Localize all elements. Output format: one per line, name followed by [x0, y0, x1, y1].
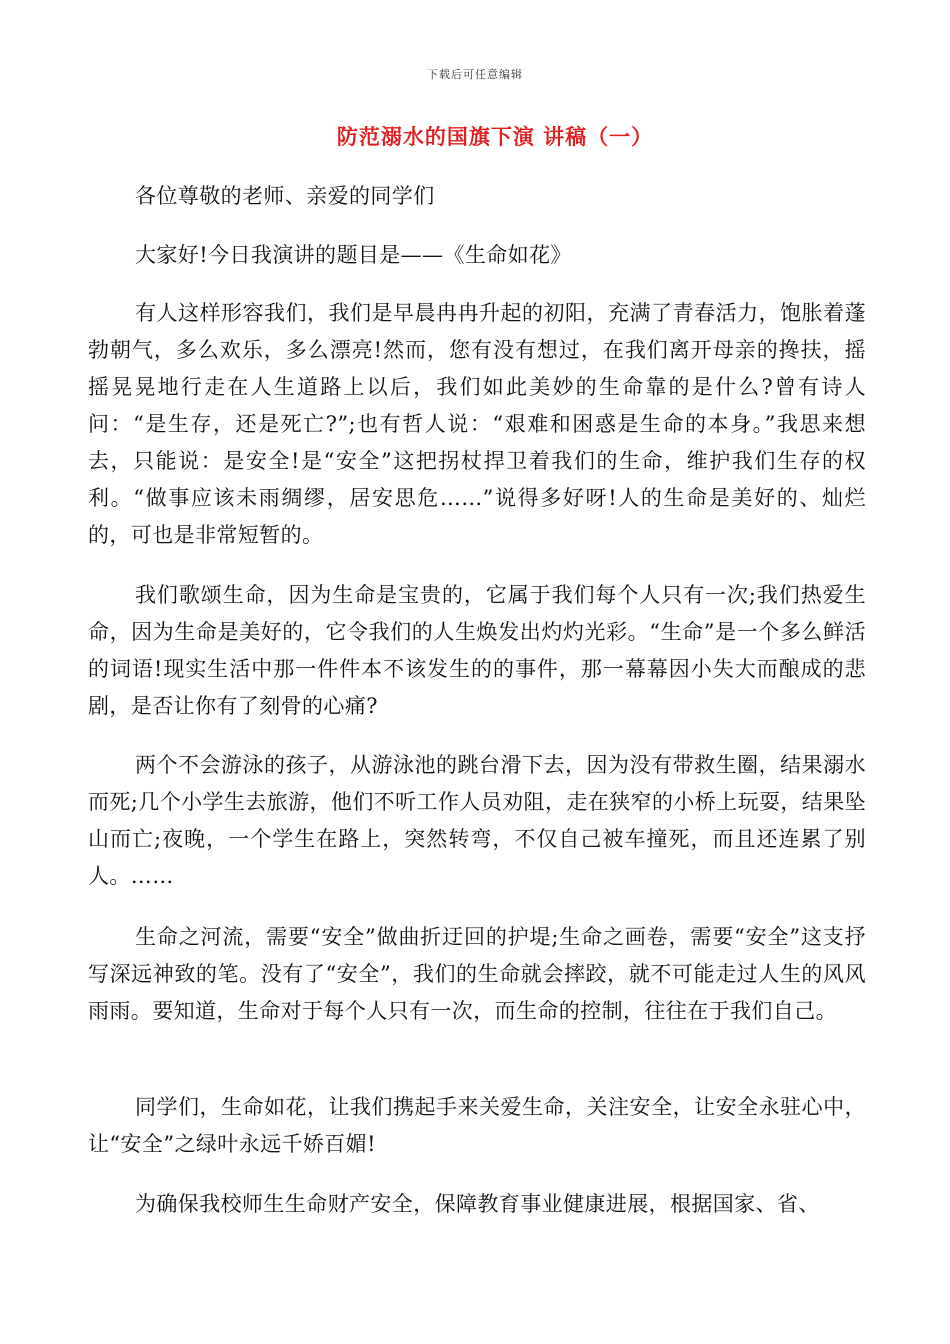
header-note: 下载后可任意编辑	[427, 68, 523, 81]
document-title: 防范溺水的国旗下演 讲稿（一）	[336, 124, 654, 149]
paragraph-2: 我们歌颂生命，因为生命是宝贵的，它属于我们每个人只有一次;我们热爱生命，因为生命是美好的，它令我们的人生焕发出灼灼光彩。“生命”是一个多么鲜活的词语!现实生活中那一件件本不该发生的的事件，那一幕幕因小失大而酿成的悲剧，是否让你有了刻骨的心痛?	[88, 583, 866, 718]
paragraph-5: 同学们，生命如花，让我们携起手来关爱生命，关注安全，让安全永驻心中，让“安全”之绿叶永远千娇百媚!	[88, 1095, 866, 1156]
opening-line: 大家好!今日我演讲的题目是——《生命如花》	[135, 243, 572, 267]
paragraph-3: 两个不会游泳的孩子，从游泳池的跳台滑下去，因为没有带救生圈，结果溺水而死;几个小学生去旅游，他们不听工作人员劝阻，走在狭窄的小桥上玩耍，结果坠山而亡;夜晚，一个学生在路上，突然转弯，不仅自己被车撞死，而且还连累了别人。……	[88, 753, 866, 888]
paragraph-1: 有人这样形容我们，我们是早晨冉冉升起的初阳，充满了青春活力，饱胀着蓬勃朝气，多么欢乐，多么漂亮!然而，您有没有想过，在我们离开母亲的搀扶，摇摇晃晃地行走在人生道路上以后，我们如此美妙的生命靠的是什么?曾有诗人问：“是生存，还是死亡?”;也有哲人说：“艰难和困惑是生命的本身。”我思来想去，只能说：是安全!是“安全”这把拐杖捍卫着我们的生命，维护我们生存的权利。“做事应该未雨绸缪，居安思危……”说得多好呀!人的生命是美好的、灿烂的，可也是非常短暂的。	[88, 301, 866, 547]
salutation: 各位尊敬的老师、亲爱的同学们	[135, 184, 435, 208]
paragraph-4: 生命之河流，需要“安全”做曲折迂回的护堤;生命之画卷，需要“安全”这支抒写深远神致的笔。没有了“安全”，我们的生命就会摔跤，就不可能走过人生的风风雨雨。要知道，生命对于每个人只有一次，而生命的控制，往往在于我们自己。	[88, 925, 866, 1023]
paragraph-6: 为确保我校师生生命财产安全，保障教育事业健康进展，根据国家、省、	[135, 1192, 820, 1216]
